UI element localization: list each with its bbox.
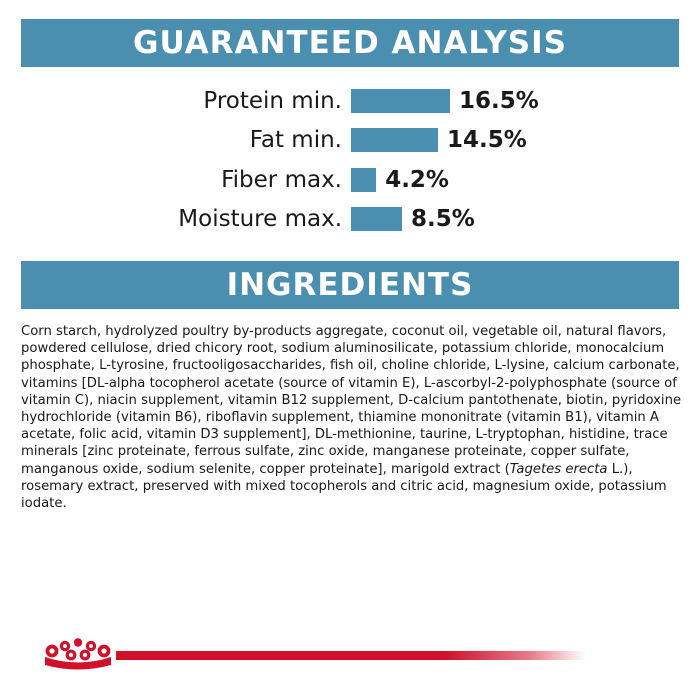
analysis-label: Protein min. <box>203 88 342 114</box>
analysis-row-moisture <box>0 201 700 237</box>
ingredients-title: INGREDIENTS <box>226 267 474 303</box>
analysis-label: Fiber max. <box>221 167 342 193</box>
analysis-row-protein <box>0 83 700 119</box>
analysis-bar <box>351 128 438 152</box>
analysis-value: 8.5% <box>411 206 475 232</box>
analysis-row-fat <box>0 122 700 158</box>
ingredients-text-italic: Tagetes erecta <box>509 461 608 477</box>
analysis-bar <box>351 168 376 192</box>
guaranteed-analysis-title: GUARANTEED ANALYSIS <box>133 25 567 61</box>
analysis-row-fiber <box>0 162 700 198</box>
footer-red-line <box>116 651 586 660</box>
analysis-value: 4.2% <box>385 167 449 193</box>
analysis-bar <box>351 89 450 113</box>
royal-canin-crown-icon <box>42 638 114 674</box>
guaranteed-analysis-banner <box>21 19 679 67</box>
ingredients-text-part: Corn starch, hydrolyzed poultry by-products aggregate, coconut oil, vegetable oil, natural flavors, powdered cellulose, dried chicory root, sodium aluminosilicate, potassium chloride, monocalcium phosphate, L-tyrosine, fructooligosaccharides, fish oil, choline chloride, L-lysine, calcium carbonate, vitamins [DL-alpha tocopherol acetate (source of vitamin E), L-ascorbyl-2-polyphosphate (source of vitamin C), niacin supplement, vitamin B12 supplement, D-calcium pantothenate, biotin, pyridoxine hydrochloride (vitamin B6), riboflavin supplement, thiamine mononitrate (vitamin B1), vitamin A acetate, folic acid, vitamin D3 supplement], DL-methionine, taurine, L-tryptophan, histidine, trace minerals [zinc proteinate, ferrous sulfate, zinc oxide, manganese proteinate, copper sulfate, manganous oxide, sodium selenite, copper proteinate], marigold extract ( <box>21 324 682 477</box>
analysis-label: Moisture max. <box>178 206 342 232</box>
ingredients-list <box>21 323 685 512</box>
ingredients-banner <box>21 261 679 309</box>
analysis-bar <box>351 207 402 231</box>
ingredients-text-part: L.), rosemary extract, preserved with mixed tocopherols and citric acid, magnesium oxide, potassium iodate. <box>21 461 667 512</box>
analysis-value: 14.5% <box>447 127 527 153</box>
analysis-value: 16.5% <box>459 88 539 114</box>
analysis-label: Fat min. <box>249 127 342 153</box>
